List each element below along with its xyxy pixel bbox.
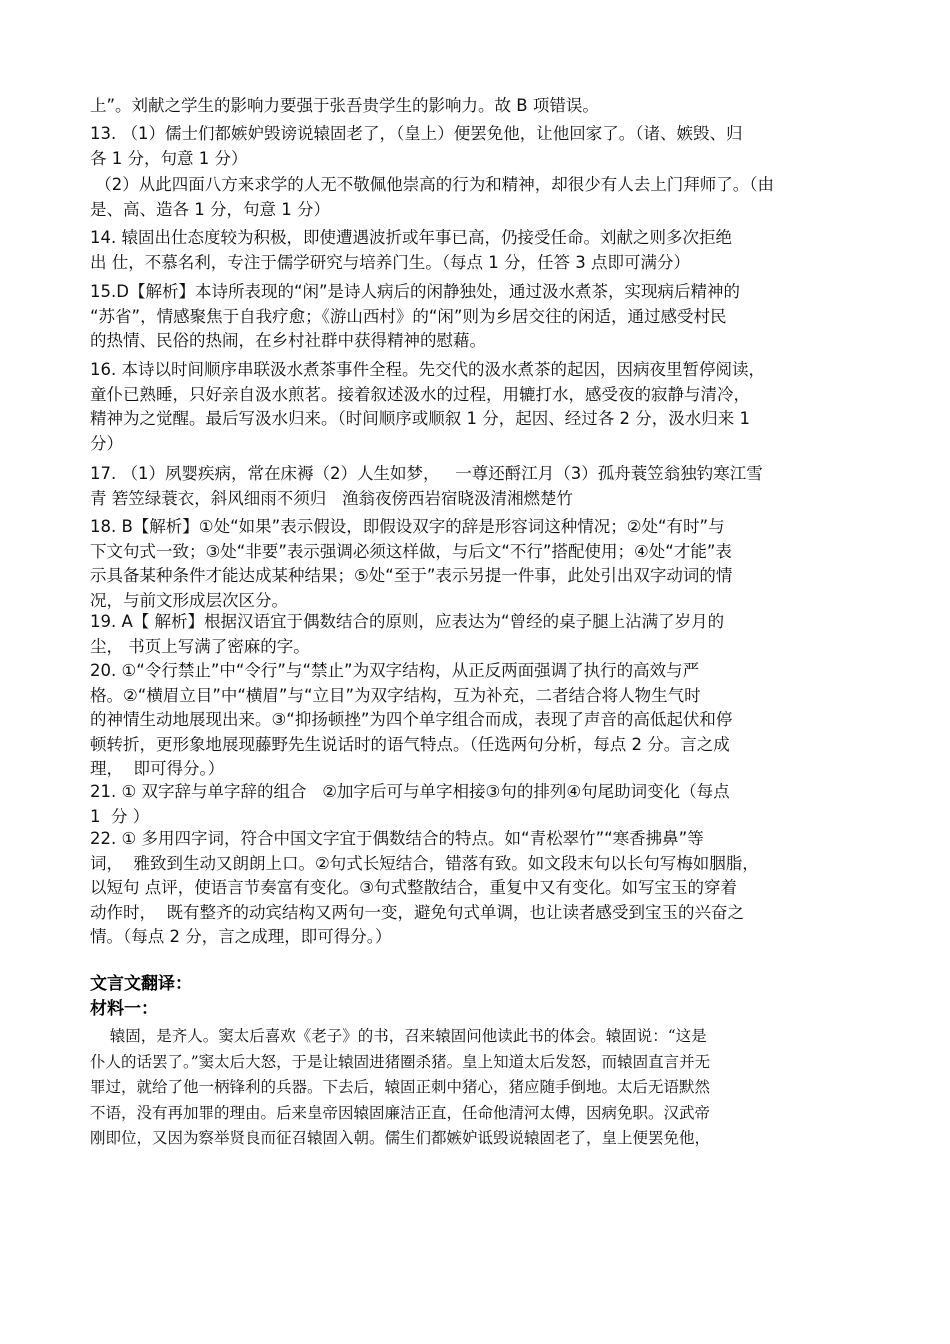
answer-17: 17. （1）夙婴疾病，常在床褥（2）人生如梦， 一尊还酹江月（3）孤舟蓑笠翁独钓寒江雪 青 箬笠绿蓑衣，斜风细雨不须归 渔翁夜傍西岩宿晓汲清湘燃楚竹 — [90, 464, 763, 508]
answer-13-part-2: （2）从此四面八方来求学的人无不敬佩他崇高的行为和精神，却很少有人去上门拜师了。（由 是、高、造各 1 分，句意 1 分） — [90, 175, 774, 219]
answer-19: 19. A【 解析】根据汉语宜于偶数结合的原则，应表达为“曾经的桌子腿上沾满了岁月的 尘， 书页上写满了密麻的字。 — [90, 612, 725, 656]
translation-heading: 文言文翻译： — [90, 974, 192, 994]
translation-body: 辕固，是齐人。窦太后喜欢《老子》的书，召来辕固问他读此书的体会。辕固说：“这是 仆人的话罢了。”窦太后大怒，于是让辕固进猪圈杀猪。皇上知道太后发怒，而辕固直言并无 罪过，就给了他一柄锋利的兵器。下去后，辕固正刺中猪心，猪应随手倒地。太后无语默然 不语，没有再加罪的理由。后来皇帝因辕固廉洁正直，任命他清河太傅，因病免职。汉武帝 刚即位，又因为察举贤良而征召辕固入朝。儒生们都嫉妒诋毁说辕固老了，皇上便罢免他， — [90, 1027, 711, 1147]
answer-14: 14. 辕固出仕态度较为积极，即使遭遇波折或年事已高，仍接受任命。刘献之则多次拒绝 出 仕，不慕名利，专注于儒学研究与培养门生。（每点 1 分，任答 3 点即可满分） — [90, 228, 732, 272]
answer-13-part-1: 13. （1）儒士们都嫉妒毁谤说辕固老了，（皇上）便罢免他，让他回家了。（诸、嫉毁、归 各 1 分，句意 1 分） — [90, 124, 743, 168]
answer-20: 20. ①“令行禁止”中“令行”与“禁止”为双字结构，从正反两面强调了执行的高效与严 格。②“横眉立目”中“横眉”与“立目”为双字结构，互为补充，二者结合将人物生气时 的神情生动地展现出来。③“抑扬顿挫”为四个单字组合而成，表现了声音的高低起伏和停 顿转折，更形象地展现藤野先生说话时的语气特点。（任选两句分析，每点 2 分。言之成 理， 即可得分。） — [90, 661, 733, 778]
answer-18: 18. B【解析】①处“如果”表示假设，即假设双字的辞是形容词这种情况；②处“有时”与 下文句式一致；③处“非要”表示强调必须这样做，与后文“不行”搭配使用；④处“才能”表 示具备某种条件才能达成某种结果；⑤处“至于”表示另提一件事，此处引出双字动词的情 况，与前文形成层次区分。 — [90, 517, 733, 610]
material-one-heading: 材料一： — [90, 999, 158, 1019]
answer-16: 16. 本诗以时间顺序串联汲水煮茶事件全程。先交代的汲水煮茶的起因，因病夜里暂停阅读， 童仆已熟睡，只好亲自汲水煎茗。接着叙述汲水的过程，用辘打水，感受夜的寂静与清冷， 精神为之觉醒。最后写汲水归来。（时间顺序或顺叙 1 分，起因、经过各 2 分，汲水归来 1 分） — [90, 360, 765, 453]
answer-15: 15.D【解析】本诗所表现的“闲”是诗人病后的闲静独处，通过汲水煮茶，实现病后精神的 “苏省”，情感聚焦于自我疗愈；《游山西村》的“闲”则为乡居交往的闲适，通过感受村民 的热情、民俗的热闹，在乡村社群中获得精神的慰藉。 — [90, 282, 741, 350]
answer-21: 21. ① 双字辞与单字辞的组合 ②加字后可与单字相接③句的排列④句尾助词变化（每点 1 分 ） — [90, 782, 730, 826]
answer-continuation: 上”。刘献之学生的影响力要强于张吾贵学生的影响力。故 B 项错误。 — [90, 96, 599, 115]
answer-22: 22. ① 多用四字词，符合中国文字宜于偶数结合的特点。如“青松翠竹”“寒香拂鼻”等 词， 雅致到生动又朗朗上口。②句式长短结合，错落有致。如文段末句以长句写梅如胭脂， 以短句 点评，使语言节奏富有变化。③句式整散结合，重复中又有变化。如写宝玉的穿着 动作时， 既有整齐的动宾结构又两句一变，避免句式单调，也让读者感受到宝玉的兴奋之 情。（每点 2 分，言之成理，即可得分。） — [90, 829, 759, 946]
